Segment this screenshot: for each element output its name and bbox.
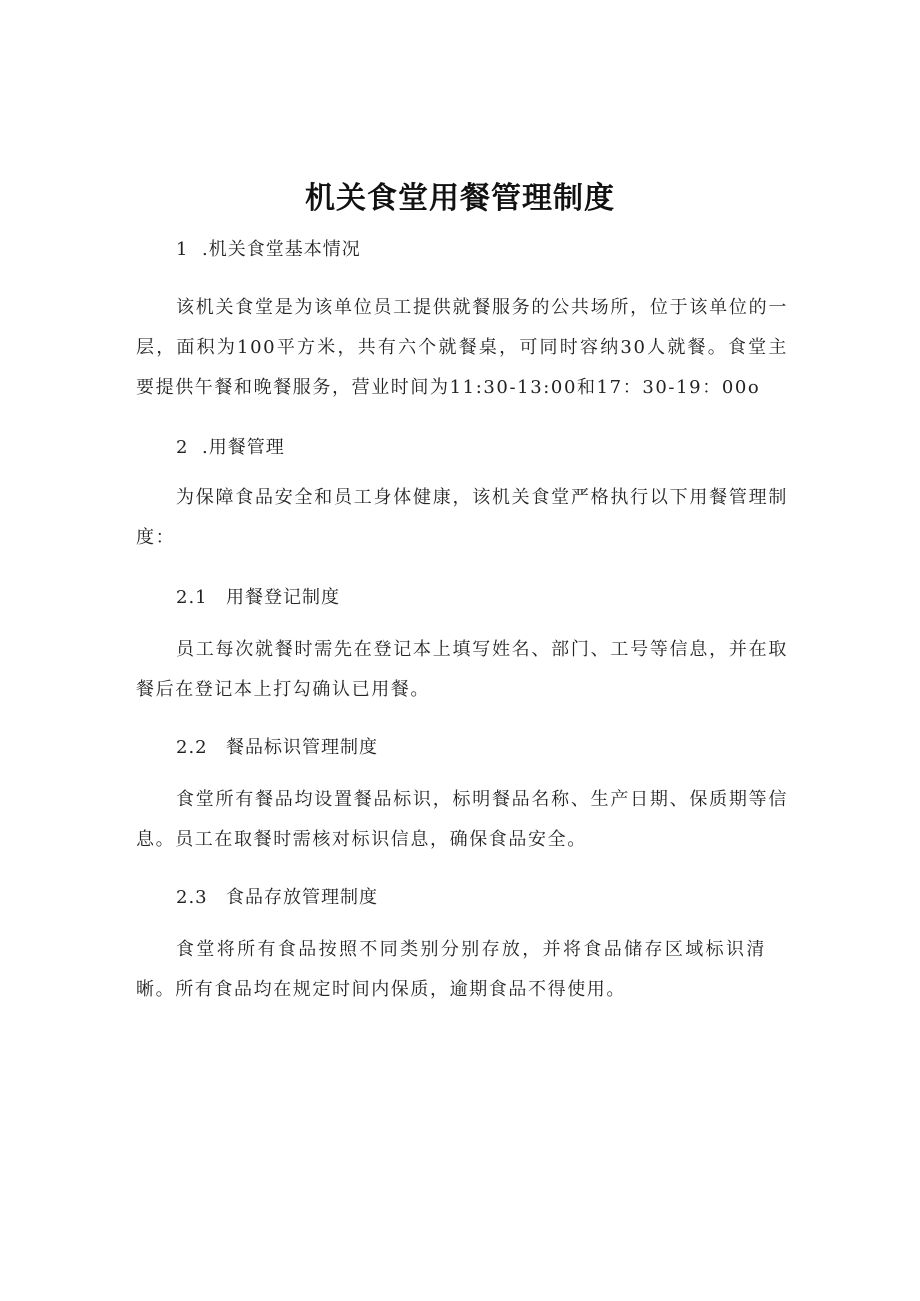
section-paragraph-1: 该机关食堂是为该单位员工提供就餐服务的公共场所，位于该单位的一层，面积为100平方米，共有六个就餐桌，可同时容纳30人就餐。食堂主要提供午餐和晚餐服务，营业时间为11:30-13:00和17：30-19：00o xyxy=(136,297,788,398)
section-heading-text: 食品存放管理制度 xyxy=(226,887,378,908)
section-number: 2.3 xyxy=(176,887,208,908)
section-heading-text: .用餐管理 xyxy=(202,437,285,458)
section-number: 2.1 xyxy=(176,587,208,608)
section-number: 2.2 xyxy=(176,737,208,758)
section-heading-2-1 xyxy=(176,585,340,611)
section-number: 2 xyxy=(176,437,189,458)
section-paragraph-2-3: 食堂将所有食品按照不同类别分别存放，并将食品储存区域标识清晰。所有食品均在规定时间内保质，逾期食品不得使用。 xyxy=(136,939,766,1000)
section-heading-2 xyxy=(176,435,285,461)
document-title: 机关食堂用餐管理制度 xyxy=(305,181,615,216)
section-heading-text: 餐品标识管理制度 xyxy=(226,737,378,758)
section-paragraph-2-2: 食堂所有餐品均设置餐品标识，标明餐品名称、生产日期、保质期等信息。员工在取餐时需核对标识信息，确保食品安全。 xyxy=(136,789,788,850)
section-paragraph-2-1: 员工每次就餐时需先在登记本上填写姓名、部门、工号等信息，并在取餐后在登记本上打勾确认已用餐。 xyxy=(136,639,788,700)
section-heading-2-2 xyxy=(176,735,378,761)
section-heading-2-3 xyxy=(176,885,378,911)
section-heading-text: 用餐登记制度 xyxy=(226,587,340,608)
section-heading-text: .机关食堂基本情况 xyxy=(202,239,361,260)
section-paragraph-2: 为保障食品安全和员工身体健康，该机关食堂严格执行以下用餐管理制度： xyxy=(136,487,788,548)
section-heading-1 xyxy=(176,237,361,263)
section-number: 1 xyxy=(176,239,189,260)
